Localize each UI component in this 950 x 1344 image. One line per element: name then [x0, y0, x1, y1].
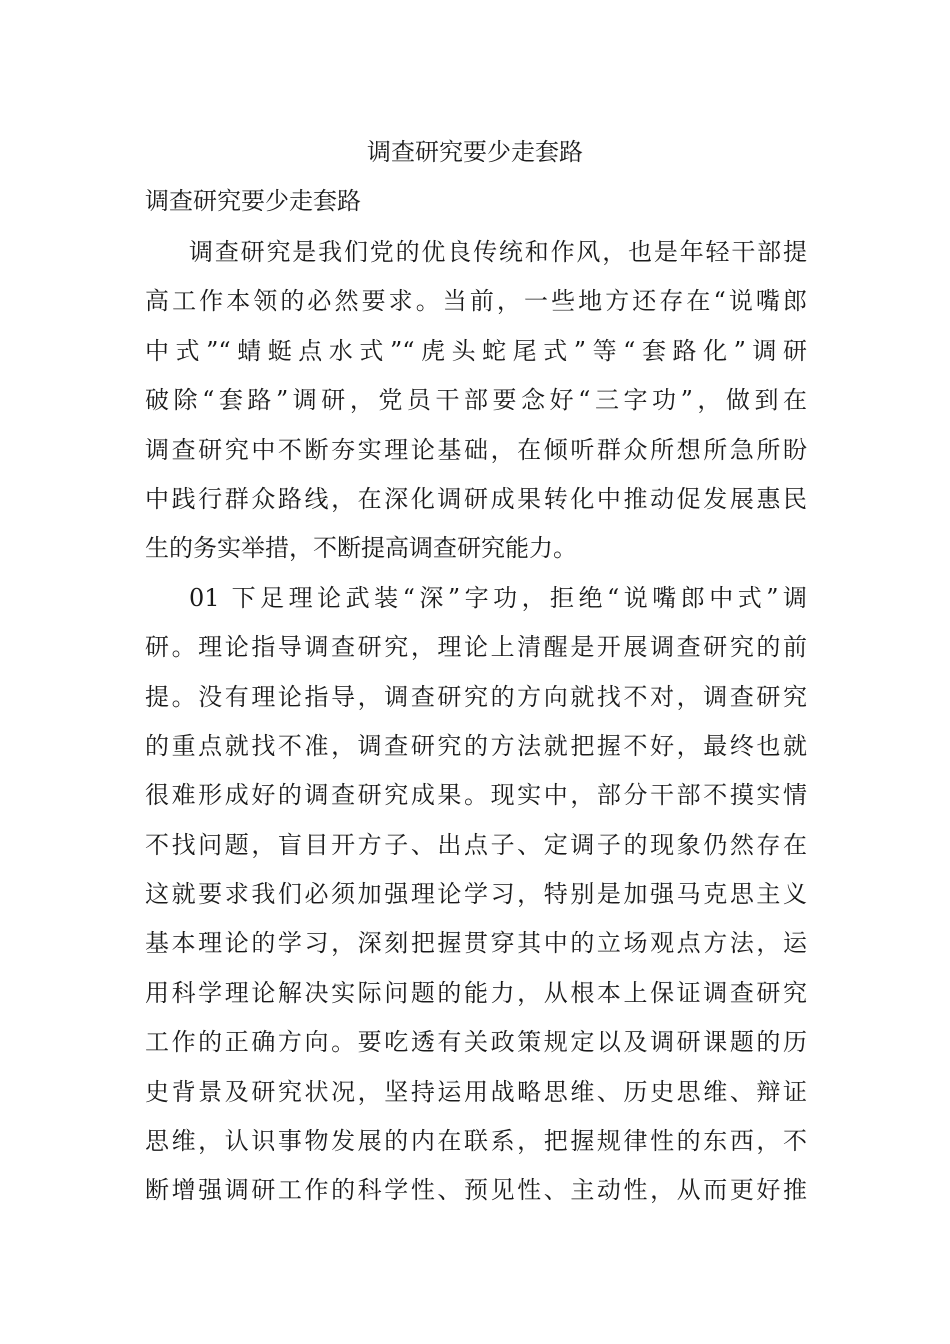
- paragraph-line: 提。没有理论指导，调查研究的方向就找不对，调查研究: [145, 682, 807, 711]
- paragraph-line: 调查研究中不断夯实理论基础，在倾听群众所想所急所盼: [145, 435, 807, 464]
- paragraph-section-01: [145, 574, 807, 1216]
- paragraph-line: 的重点就找不准，调查研究的方法就把握不好，最终也就: [145, 731, 807, 760]
- paragraph-line: 基本理论的学习，深刻把握贯穿其中的立场观点方法，运: [145, 929, 807, 958]
- paragraph-line: 01 下足理论武装“深”字功，拒绝“说嘴郎中式”调: [189, 583, 807, 612]
- paragraph-line: 高工作本领的必然要求。当前，一些地方还存在“说嘴郎: [145, 287, 807, 316]
- paragraph-line: 中式”“蜻蜓点水式”“虎头蛇尾式”等“套路化”调研: [145, 336, 807, 365]
- paragraph-line: 思维，认识事物发展的内在联系，把握规律性的东西，不: [145, 1127, 807, 1156]
- paragraph-line: 这就要求我们必须加强理论学习，特别是加强马克思主义: [145, 880, 807, 909]
- paragraph-line: 破除“套路”调研，党员干部要念好“三字功”，做到在: [145, 386, 807, 415]
- paragraph-line: 断增强调研工作的科学性、预见性、主动性，从而更好推: [145, 1176, 807, 1205]
- paragraph-line: 调查研究是我们党的优良传统和作风，也是年轻干部提: [189, 238, 807, 266]
- paragraph-line: 很难形成好的调查研究成果。现实中，部分干部不摸实情: [145, 781, 807, 810]
- document-subtitle: 调查研究要少走套路: [145, 187, 361, 215]
- document-title: 调查研究要少走套路: [367, 138, 583, 166]
- paragraph-line: 不找问题，盲目开方子、出点子、定调子的现象仍然存在: [145, 830, 807, 859]
- paragraph-line: 用科学理论解决实际问题的能力，从根本上保证调查研究: [145, 978, 807, 1007]
- paragraph-line: 研。理论指导调查研究，理论上清醒是开展调查研究的前: [145, 633, 807, 662]
- paragraph-intro: [145, 228, 807, 574]
- paragraph-line: 工作的正确方向。要吃透有关政策规定以及调研课题的历: [145, 1028, 807, 1057]
- document-body: [145, 228, 807, 1216]
- paragraph-line: 生的务实举措，不断提高调查研究能力。: [145, 534, 577, 563]
- paragraph-line: 史背景及研究状况，坚持运用战略思维、历史思维、辩证: [145, 1077, 807, 1106]
- paragraph-line: 中践行群众路线，在深化调研成果转化中推动促发展惠民: [145, 484, 807, 513]
